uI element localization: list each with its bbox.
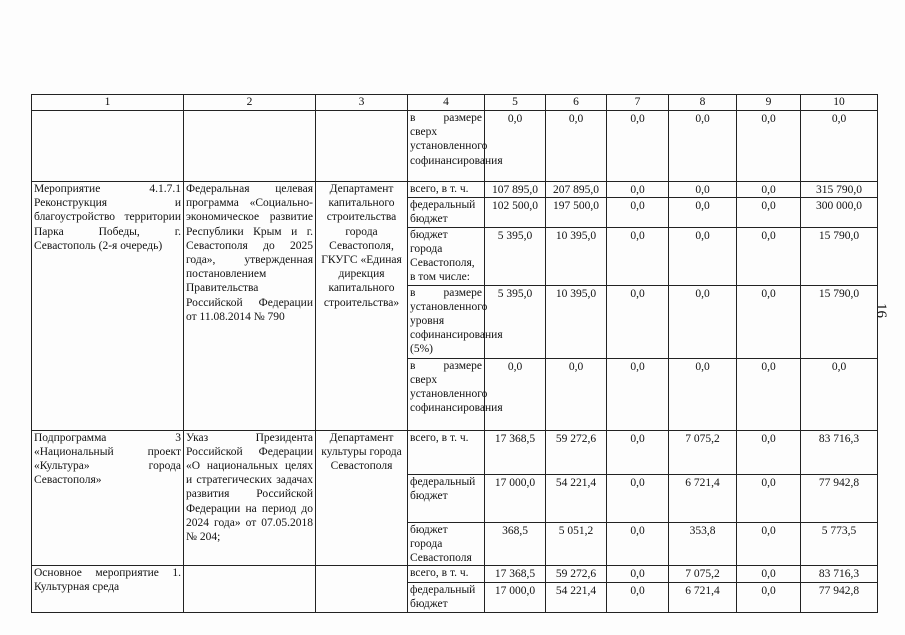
- amount-cell: 0,0: [607, 583, 669, 612]
- amount-cell: 54 221,4: [546, 583, 607, 612]
- funding-source-cell: в размере установленного уровня софинансирования (5%): [408, 285, 485, 358]
- amount-cell: 17 368,5: [485, 566, 546, 583]
- amount-cell: 15 790,0: [801, 285, 878, 358]
- amount-cell: 59 272,6: [546, 430, 607, 474]
- amount-cell: 83 716,3: [801, 566, 878, 583]
- header-cell: 8: [669, 95, 737, 111]
- header-cell: 5: [485, 95, 546, 111]
- funding-source-cell: бюджет города Севастополя, в том числе:: [408, 227, 485, 285]
- legal-basis-cell: Указ Президента Российской Федерации «О национальных целях и стратегических задачах развития Российской Федерации на период до 2024 года» от 07.05.2018 № 204;: [184, 430, 316, 566]
- amount-cell: 197 500,0: [546, 198, 607, 227]
- table-row: [32, 430, 878, 474]
- amount-cell: 0,0: [669, 358, 737, 430]
- table-row: [32, 566, 878, 583]
- amount-cell: 368,5: [485, 522, 546, 566]
- amount-cell: 0,0: [669, 227, 737, 285]
- funding-source-cell: федеральный бюджет: [408, 583, 485, 612]
- amount-cell: 353,8: [669, 522, 737, 566]
- amount-cell: 0,0: [801, 111, 878, 182]
- funding-source-cell: всего, в т. ч.: [408, 182, 485, 198]
- amount-cell: 0,0: [669, 182, 737, 198]
- header-cell: 4: [408, 95, 485, 111]
- amount-cell: 17 000,0: [485, 474, 546, 522]
- amount-cell: 0,0: [607, 227, 669, 285]
- executor-cell: [316, 566, 408, 612]
- amount-cell: 5 395,0: [485, 285, 546, 358]
- amount-cell: 17 000,0: [485, 583, 546, 612]
- amount-cell: 0,0: [737, 111, 801, 182]
- amount-cell: 0,0: [737, 474, 801, 522]
- amount-cell: 0,0: [737, 182, 801, 198]
- amount-cell: 0,0: [607, 474, 669, 522]
- amount-cell: 7 075,2: [669, 430, 737, 474]
- funding-source-cell: в размере сверх установленного софинансирования: [408, 358, 485, 430]
- amount-cell: 0,0: [737, 583, 801, 612]
- header-cell: 1: [32, 95, 184, 111]
- amount-cell: 0,0: [737, 566, 801, 583]
- header-cell: 7: [607, 95, 669, 111]
- executor-cell: Департамент культуры города Севастополя: [316, 430, 408, 566]
- amount-cell: 54 221,4: [546, 474, 607, 522]
- amount-cell: 7 075,2: [669, 566, 737, 583]
- amount-cell: 0,0: [737, 198, 801, 227]
- header-cell: 9: [737, 95, 801, 111]
- amount-cell: 0,0: [737, 430, 801, 474]
- amount-cell: 10 395,0: [546, 285, 607, 358]
- measure-name-cell: [32, 111, 184, 182]
- amount-cell: 0,0: [801, 358, 878, 430]
- amount-cell: 5 773,5: [801, 522, 878, 566]
- amount-cell: 0,0: [485, 111, 546, 182]
- amount-cell: 0,0: [607, 430, 669, 474]
- header-cell: 2: [184, 95, 316, 111]
- funding-source-cell: всего, в т. ч.: [408, 430, 485, 474]
- amount-cell: 5 395,0: [485, 227, 546, 285]
- measure-name-cell: Основное мероприятие 1. Культурная среда: [32, 566, 184, 612]
- legal-basis-cell: [184, 111, 316, 182]
- amount-cell: 0,0: [737, 522, 801, 566]
- amount-cell: 0,0: [669, 285, 737, 358]
- amount-cell: 10 395,0: [546, 227, 607, 285]
- amount-cell: 6 721,4: [669, 474, 737, 522]
- amount-cell: 0,0: [737, 358, 801, 430]
- funding-source-cell: федеральный бюджет: [408, 474, 485, 522]
- amount-cell: 0,0: [607, 358, 669, 430]
- amount-cell: 102 500,0: [485, 198, 546, 227]
- measure-name-cell: Мероприятие 4.1.7.1 Реконструкция и благоустройство территории Парка Победы, г. Севастополь (2-я очередь): [32, 182, 184, 431]
- table-row: [32, 182, 878, 198]
- table-row: [32, 111, 878, 182]
- amount-cell: 0,0: [546, 358, 607, 430]
- header-cell: 6: [546, 95, 607, 111]
- amount-cell: 17 368,5: [485, 430, 546, 474]
- legal-basis-cell: Федеральная целевая программа «Социально-экономическое развитие Республики Крым и г. Севастополя до 2025 года», утвержденная постановлением Правительства Российской Федерации от 11.08.2014 № 790: [184, 182, 316, 431]
- funding-source-cell: в размере сверх установленного софинансирования: [408, 111, 485, 182]
- amount-cell: 83 716,3: [801, 430, 878, 474]
- amount-cell: 77 942,8: [801, 583, 878, 612]
- amount-cell: 0,0: [669, 111, 737, 182]
- legal-basis-cell: [184, 566, 316, 612]
- amount-cell: 77 942,8: [801, 474, 878, 522]
- amount-cell: 0,0: [485, 358, 546, 430]
- header-cell: 10: [801, 95, 878, 111]
- funding-source-cell: бюджет города Севастополя: [408, 522, 485, 566]
- amount-cell: 15 790,0: [801, 227, 878, 285]
- amount-cell: 5 051,2: [546, 522, 607, 566]
- amount-cell: 0,0: [546, 111, 607, 182]
- amount-cell: 0,0: [607, 522, 669, 566]
- amount-cell: 0,0: [607, 198, 669, 227]
- amount-cell: 0,0: [607, 566, 669, 583]
- amount-cell: 107 895,0: [485, 182, 546, 198]
- amount-cell: 0,0: [607, 182, 669, 198]
- executor-cell: Департамент капитального строительства города Севастополя, ГКУГС «Единая дирекция капитального строительства»: [316, 182, 408, 431]
- funding-source-cell: федеральный бюджет: [408, 198, 485, 227]
- amount-cell: 300 000,0: [801, 198, 878, 227]
- executor-cell: [316, 111, 408, 182]
- amount-cell: 207 895,0: [546, 182, 607, 198]
- budget-table: [31, 94, 878, 613]
- amount-cell: 59 272,6: [546, 566, 607, 583]
- amount-cell: 0,0: [607, 285, 669, 358]
- header-cell: 3: [316, 95, 408, 111]
- amount-cell: 0,0: [737, 227, 801, 285]
- amount-cell: 0,0: [607, 111, 669, 182]
- amount-cell: 0,0: [669, 198, 737, 227]
- funding-source-cell: всего, в т. ч.: [408, 566, 485, 583]
- amount-cell: 0,0: [737, 285, 801, 358]
- page-number: 16: [873, 303, 889, 318]
- amount-cell: 6 721,4: [669, 583, 737, 612]
- amount-cell: 315 790,0: [801, 182, 878, 198]
- header-row: [32, 95, 878, 111]
- measure-name-cell: Подпрограмма 3 «Национальный проект «Культура» города Севастополя»: [32, 430, 184, 566]
